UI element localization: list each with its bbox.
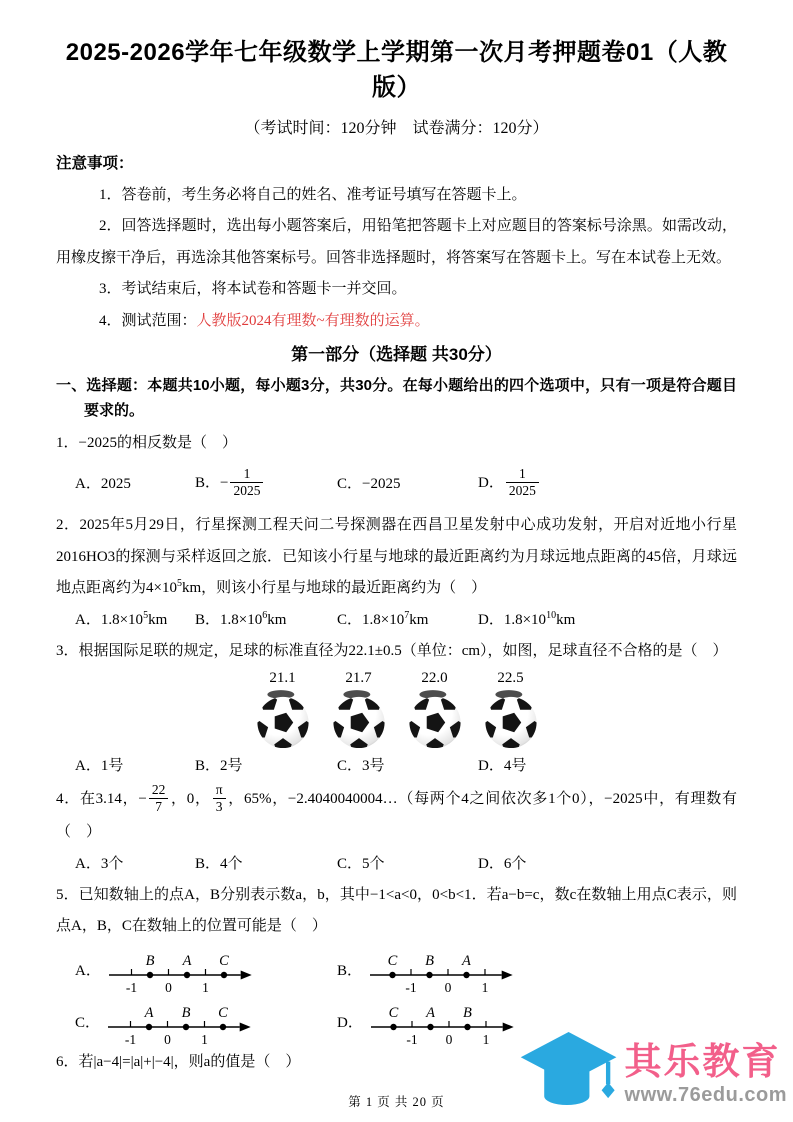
svg-text:B: B: [145, 952, 155, 969]
svg-text:1: 1: [481, 979, 489, 995]
ball-diameter-label: 22.0: [421, 670, 448, 687]
sci-base: 1.8×10: [220, 611, 263, 628]
option-label: B．: [195, 475, 221, 492]
svg-text:0: 0: [445, 1031, 453, 1047]
page-number: 第 1 页 共 20 页: [348, 1095, 445, 1109]
option-value: 3号: [362, 758, 385, 775]
sci-exponent: 10: [546, 609, 557, 621]
fraction-denominator: 2025: [233, 482, 261, 498]
minus-sign: −: [138, 791, 147, 808]
sci-unit: km: [556, 611, 576, 628]
question-4-options: [75, 849, 737, 880]
option-value: −2025: [362, 475, 401, 492]
svg-text:1: 1: [482, 1031, 490, 1047]
question-3-option-c: [337, 751, 478, 782]
svg-text:1: 1: [201, 979, 209, 995]
option-value: 5个: [362, 855, 385, 872]
sci-exponent: 6: [262, 609, 268, 621]
notice-item-4: [56, 306, 737, 338]
fraction-numerator: 1: [230, 466, 263, 483]
number-line-figure: [368, 945, 516, 995]
fraction: [506, 466, 539, 498]
number-line-figure: [106, 997, 254, 1047]
option-label: B．: [337, 963, 363, 979]
svg-text:C: C: [387, 952, 398, 969]
option-label: B．: [195, 611, 221, 628]
question-2-option-b: [195, 605, 337, 636]
number-line-figure: [107, 945, 255, 995]
option-label: B．: [195, 758, 221, 775]
option-label: A．: [75, 475, 101, 492]
option-label: C．: [337, 475, 363, 492]
number-line-figure: [369, 997, 517, 1047]
soccer-ball-icon: [256, 688, 310, 751]
question-2-text: [56, 510, 737, 605]
svg-text:B: B: [462, 1004, 472, 1021]
option-value: 1号: [100, 758, 124, 775]
option-label: C．: [337, 855, 363, 872]
option-label: A．: [75, 758, 101, 775]
option-value: 2号: [220, 758, 243, 775]
soccer-ball-2: [332, 668, 386, 751]
option-label: C．: [337, 758, 363, 775]
question-3-option-a: [75, 751, 195, 782]
svg-text:-1: -1: [124, 1031, 137, 1047]
question-2-body: 2．2025年5月29日，行星探测工程天问二号探测器在西昌卫星发射中心成功发射，开启对近地小行星2016HO3的探测与采样返回之旅．已知该小行星与地球的最近距离约为月球远地点距离的45倍，月球远地点距离约为: [56, 517, 737, 597]
question-4-option-d: [478, 849, 737, 880]
fraction-denominator: 7: [155, 798, 162, 814]
number-line-option-a: [75, 945, 337, 995]
notices-section: [56, 148, 737, 337]
svg-text:C: C: [218, 952, 229, 969]
sci-base: 1.8×10: [362, 611, 405, 628]
sci-exponent: 5: [143, 609, 149, 621]
number-line-option-b: [337, 945, 737, 995]
option-value: 2025: [100, 475, 131, 492]
question-1-option-d: [478, 466, 737, 501]
section-heading: 第一部分（选择题 共30分）: [291, 345, 502, 365]
question-1-text: 1．−2025的相反数是（ ）: [56, 434, 237, 451]
soccer-ball-1: [256, 668, 310, 751]
soccer-ball-icon: [408, 688, 462, 751]
svg-text:B: B: [425, 952, 434, 969]
option-label: D．: [478, 855, 504, 872]
notices-heading: 注意事项：: [56, 154, 134, 172]
ball-diameter-label: 21.1: [269, 670, 296, 687]
option-label: A．: [75, 611, 101, 628]
svg-text:C: C: [218, 1004, 228, 1021]
question-2-options: [75, 605, 737, 636]
sci-exponent: 5: [176, 578, 182, 590]
fraction-numerator: π: [213, 782, 226, 799]
notice-item-3: 3．考试结束后，将本试卷和答题卡一并交回。: [99, 281, 407, 298]
logo-text-block: [625, 1042, 787, 1107]
sci-unit: km: [409, 611, 429, 628]
option-label: D．: [337, 1015, 363, 1031]
question-2-option-d: [478, 605, 737, 636]
svg-text:A: A: [462, 952, 471, 969]
question-3-text: 3．根据国际足联的规定，足球的标准直径为22.1±0.5（单位：cm），如图，足球直径不合格的是（ ）: [56, 642, 728, 659]
option-label: A．: [75, 963, 101, 979]
svg-text:0: 0: [164, 1031, 171, 1047]
question-5-text: 5．已知数轴上的点A，B分别表示数a，b，其中−1<a<0，0<b<1．若a−b=c，数c在数轴上用点C表示，则点A，B，C在数轴上的位置可能是（ ）: [56, 886, 737, 934]
sci-unit: km: [181, 580, 202, 597]
fraction: [230, 466, 263, 498]
svg-text:A: A: [182, 952, 192, 969]
question-3-option-b: [195, 751, 337, 782]
question-2-tail: ，则该小行星与地球的最近距离约为（ ）: [201, 580, 487, 597]
section-instruction: 一、选择题：本题共10小题，每小题3分，共30分。在每小题给出的四个选项中，只有一项是符合题目要求的。: [56, 377, 737, 420]
option-label: B．: [195, 855, 221, 872]
option-label: D．: [478, 611, 504, 628]
exam-info: （考试时间：120分钟 试卷满分：120分）: [244, 119, 549, 137]
ball-diameter-label: 22.5: [497, 670, 524, 687]
fraction-numerator: 22: [149, 782, 169, 799]
fraction: [149, 782, 169, 814]
svg-text:C: C: [388, 1004, 399, 1021]
question-4-body: 4．在3.14，: [56, 791, 139, 808]
sci-unit: km: [148, 611, 168, 628]
soccer-ball-3: [408, 668, 462, 751]
question-3-options: [75, 751, 737, 782]
soccer-balls-figure: [56, 668, 737, 751]
fraction-numerator: 1: [506, 466, 539, 483]
svg-text:0: 0: [164, 979, 172, 995]
ball-diameter-label: 21.7: [345, 670, 372, 687]
sci-unit: km: [267, 611, 287, 628]
number-line-option-c: [75, 997, 337, 1047]
question-4-option-c: [337, 849, 478, 880]
soccer-ball-icon: [332, 688, 386, 751]
option-label: A．: [75, 855, 101, 872]
question-4-option-a: [75, 849, 195, 880]
test-scope-text: 人教版2024有理数~有理数的运算。: [196, 312, 430, 329]
question-2-option-a: [75, 605, 195, 636]
fraction: [213, 782, 226, 814]
svg-text:-1: -1: [125, 979, 137, 995]
question-2-option-c: [337, 605, 478, 636]
svg-text:1: 1: [201, 1031, 208, 1047]
option-label: C．: [337, 611, 363, 628]
question-6-text: 6．若|a−4|=|a|+|−4|，则a的值是（ ）: [56, 1053, 301, 1070]
minus-sign: −: [220, 475, 229, 492]
svg-text:A: A: [425, 1004, 435, 1021]
notice-item-1: 1．答卷前，考生务必将自己的姓名、准考证号填写在答题卡上。: [99, 186, 527, 203]
fraction-denominator: 3: [215, 798, 223, 814]
option-label: D．: [478, 758, 504, 775]
question-4-option-b: [195, 849, 337, 880]
question-4-body: ，65%，−2.4040040004…（每两个4之间依次多1个0），−2025中，有理数有（ ）: [56, 791, 737, 841]
question-4-body: ，0，: [170, 791, 211, 808]
question-4-text: [56, 782, 737, 849]
question-1-option-c: [337, 475, 478, 493]
soccer-ball-4: [484, 668, 538, 751]
option-label: D．: [478, 475, 504, 492]
svg-text:B: B: [181, 1004, 191, 1021]
fraction-denominator: 2025: [508, 482, 536, 498]
notice-item-2: 2．回答选择题时，选出每小题答案后，用铅笔把答题卡上对应题目的答案标号涂黑。如需改动，用橡皮擦干净后，再选涂其他答案标号。回答非选择题时，将答案写在答题卡上。写在本试卷上无效。: [56, 218, 737, 266]
option-label: C．: [75, 1015, 101, 1031]
option-value: 4号: [503, 758, 527, 775]
scientific-notation: [146, 580, 201, 596]
graduation-cap-icon: [519, 1029, 619, 1120]
site-logo: [519, 1029, 787, 1120]
option-value: 4个: [220, 855, 243, 872]
svg-text:A: A: [144, 1004, 154, 1021]
logo-url: www.76edu.com: [624, 1083, 787, 1106]
question-1-option-b: [195, 466, 337, 501]
question-1-options: [75, 459, 737, 510]
test-scope-prefix: 4．测试范围：: [99, 312, 197, 329]
svg-text:-1: -1: [405, 979, 417, 995]
page-title: 2025-2026学年七年级数学上学期第一次月考押题卷01（人教版）: [65, 39, 728, 101]
option-value: 3个: [100, 855, 124, 872]
sci-base: 1.8×10: [100, 611, 144, 628]
question-3-option-d: [478, 751, 737, 782]
question-1-option-a: [75, 475, 195, 493]
sci-base: 1.8×10: [503, 611, 547, 628]
sci-exponent: 7: [404, 609, 410, 621]
option-value: 6个: [503, 855, 527, 872]
logo-name: 其乐教育: [624, 1041, 781, 1083]
soccer-ball-icon: [484, 688, 538, 751]
svg-text:-1: -1: [406, 1031, 418, 1047]
svg-text:0: 0: [444, 979, 452, 995]
sci-base: 4×10: [146, 580, 177, 597]
